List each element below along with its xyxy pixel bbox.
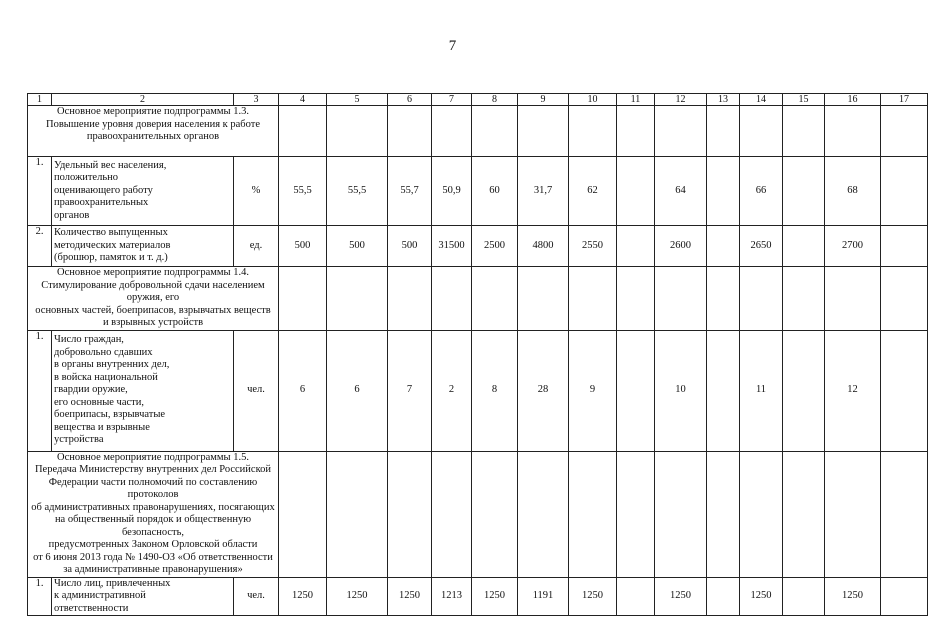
value-cell: 6	[279, 330, 327, 451]
value-cell: 6	[327, 330, 388, 451]
value-cell	[617, 157, 655, 226]
empty-cell	[388, 267, 432, 331]
indicator-row	[28, 330, 928, 451]
value-cell: 55,5	[279, 157, 327, 226]
row-number: 2.	[28, 226, 52, 267]
empty-cell	[617, 106, 655, 157]
value-cell: 55,5	[327, 157, 388, 226]
row-number: 1.	[28, 157, 52, 226]
column-number: 14	[740, 94, 783, 106]
column-number: 11	[617, 94, 655, 106]
section-row	[28, 106, 928, 157]
value-cell	[617, 577, 655, 616]
empty-cell	[432, 106, 472, 157]
value-cell: 12	[825, 330, 881, 451]
empty-cell	[881, 106, 928, 157]
value-cell	[707, 577, 740, 616]
column-number: 12	[655, 94, 707, 106]
unit-cell: ед.	[234, 226, 279, 267]
value-cell: 10	[655, 330, 707, 451]
value-cell	[707, 226, 740, 267]
value-cell: 60	[472, 157, 518, 226]
value-cell: 28	[518, 330, 569, 451]
empty-cell	[518, 267, 569, 331]
value-cell: 66	[740, 157, 783, 226]
empty-cell	[740, 267, 783, 331]
section-row	[28, 267, 928, 331]
value-cell	[707, 157, 740, 226]
empty-cell	[569, 106, 617, 157]
empty-cell	[472, 267, 518, 331]
empty-cell	[825, 106, 881, 157]
value-cell: 31,7	[518, 157, 569, 226]
column-number: 13	[707, 94, 740, 106]
value-cell	[881, 577, 928, 616]
unit-cell: чел.	[234, 577, 279, 616]
unit-cell: %	[234, 157, 279, 226]
empty-cell	[707, 451, 740, 577]
empty-cell	[617, 451, 655, 577]
empty-cell	[518, 451, 569, 577]
value-cell: 7	[388, 330, 432, 451]
empty-cell	[432, 267, 472, 331]
column-number: 7	[432, 94, 472, 106]
column-number: 8	[472, 94, 518, 106]
indicator-name: Число граждан, добровольно сдавших в органы внутренних дел, в войска национальной гвардии оружие, его основные части, боеприпасы, взрывчатые вещества и взрывные устройства	[52, 330, 234, 451]
empty-cell	[707, 106, 740, 157]
empty-cell	[279, 451, 327, 577]
value-cell: 2600	[655, 226, 707, 267]
indicators-table	[27, 93, 928, 616]
section-title: Основное мероприятие подпрограммы 1.5. Передача Министерству внутренних дел Российской Федерации части полномочий по составлению протоколов об административных правонарушениях, посягающих на общественный порядок и общественную безопасность, предусмотренных Законом Орловской области от 6 июня 2013 года № 1490-ОЗ «Об ответственности за административные правонарушения»	[28, 451, 279, 577]
empty-cell	[327, 106, 388, 157]
column-number: 17	[881, 94, 928, 106]
empty-cell	[569, 267, 617, 331]
empty-cell	[740, 451, 783, 577]
section-title: Основное мероприятие подпрограммы 1.3. Повышение уровня доверия населения к работе правоохранительных органов	[28, 106, 279, 157]
empty-cell	[327, 267, 388, 331]
value-cell: 1250	[388, 577, 432, 616]
value-cell: 9	[569, 330, 617, 451]
value-cell: 1191	[518, 577, 569, 616]
value-cell: 1250	[825, 577, 881, 616]
value-cell: 2500	[472, 226, 518, 267]
column-number: 3	[234, 94, 279, 106]
value-cell: 4800	[518, 226, 569, 267]
value-cell	[617, 330, 655, 451]
section-row	[28, 451, 928, 577]
header-row	[28, 94, 928, 106]
value-cell: 1250	[569, 577, 617, 616]
indicator-row	[28, 157, 928, 226]
empty-cell	[825, 267, 881, 331]
empty-cell	[783, 451, 825, 577]
empty-cell	[825, 451, 881, 577]
value-cell: 8	[472, 330, 518, 451]
value-cell	[881, 226, 928, 267]
value-cell	[881, 157, 928, 226]
value-cell: 1250	[740, 577, 783, 616]
value-cell	[617, 226, 655, 267]
value-cell	[783, 226, 825, 267]
empty-cell	[617, 267, 655, 331]
value-cell: 1250	[327, 577, 388, 616]
empty-cell	[327, 451, 388, 577]
empty-cell	[655, 267, 707, 331]
column-number: 15	[783, 94, 825, 106]
empty-cell	[472, 106, 518, 157]
value-cell: 55,7	[388, 157, 432, 226]
empty-cell	[881, 267, 928, 331]
column-number: 10	[569, 94, 617, 106]
value-cell	[783, 577, 825, 616]
empty-cell	[655, 451, 707, 577]
indicator-row	[28, 577, 928, 616]
value-cell: 62	[569, 157, 617, 226]
value-cell: 1250	[472, 577, 518, 616]
column-number: 1	[28, 94, 52, 106]
value-cell: 500	[388, 226, 432, 267]
column-number: 2	[52, 94, 234, 106]
value-cell: 64	[655, 157, 707, 226]
value-cell: 1250	[655, 577, 707, 616]
empty-cell	[388, 451, 432, 577]
empty-cell	[569, 451, 617, 577]
value-cell: 68	[825, 157, 881, 226]
empty-cell	[388, 106, 432, 157]
column-number: 4	[279, 94, 327, 106]
value-cell: 31500	[432, 226, 472, 267]
value-cell: 11	[740, 330, 783, 451]
empty-cell	[881, 451, 928, 577]
indicator-name: Количество выпущенных методических материалов (брошюр, памяток и т. д.)	[52, 226, 234, 267]
column-number: 16	[825, 94, 881, 106]
empty-cell	[472, 451, 518, 577]
value-cell: 500	[279, 226, 327, 267]
value-cell: 1250	[279, 577, 327, 616]
value-cell: 1213	[432, 577, 472, 616]
empty-cell	[655, 106, 707, 157]
empty-cell	[783, 106, 825, 157]
empty-cell	[279, 106, 327, 157]
value-cell: 2550	[569, 226, 617, 267]
page-number: 7	[448, 38, 457, 54]
value-cell: 2650	[740, 226, 783, 267]
empty-cell	[740, 106, 783, 157]
value-cell: 500	[327, 226, 388, 267]
column-number: 9	[518, 94, 569, 106]
column-number: 5	[327, 94, 388, 106]
value-cell	[783, 330, 825, 451]
value-cell: 2700	[825, 226, 881, 267]
row-number: 1.	[28, 577, 52, 616]
value-cell: 2	[432, 330, 472, 451]
column-number: 6	[388, 94, 432, 106]
indicator-row	[28, 226, 928, 267]
value-cell	[707, 330, 740, 451]
empty-cell	[279, 267, 327, 331]
indicator-name: Удельный вес населения, положительно оценивающего работу правоохранительных органов	[52, 157, 234, 226]
empty-cell	[432, 451, 472, 577]
section-title: Основное мероприятие подпрограммы 1.4. Стимулирование добровольной сдачи населением оружия, его основных частей, боеприпасов, взрывчатых веществ и взрывных устройств	[28, 267, 279, 331]
value-cell	[783, 157, 825, 226]
empty-cell	[518, 106, 569, 157]
empty-cell	[783, 267, 825, 331]
unit-cell: чел.	[234, 330, 279, 451]
empty-cell	[707, 267, 740, 331]
indicator-name: Число лиц, привлеченных к административной ответственности	[52, 577, 234, 616]
row-number: 1.	[28, 330, 52, 451]
value-cell: 50,9	[432, 157, 472, 226]
value-cell	[881, 330, 928, 451]
